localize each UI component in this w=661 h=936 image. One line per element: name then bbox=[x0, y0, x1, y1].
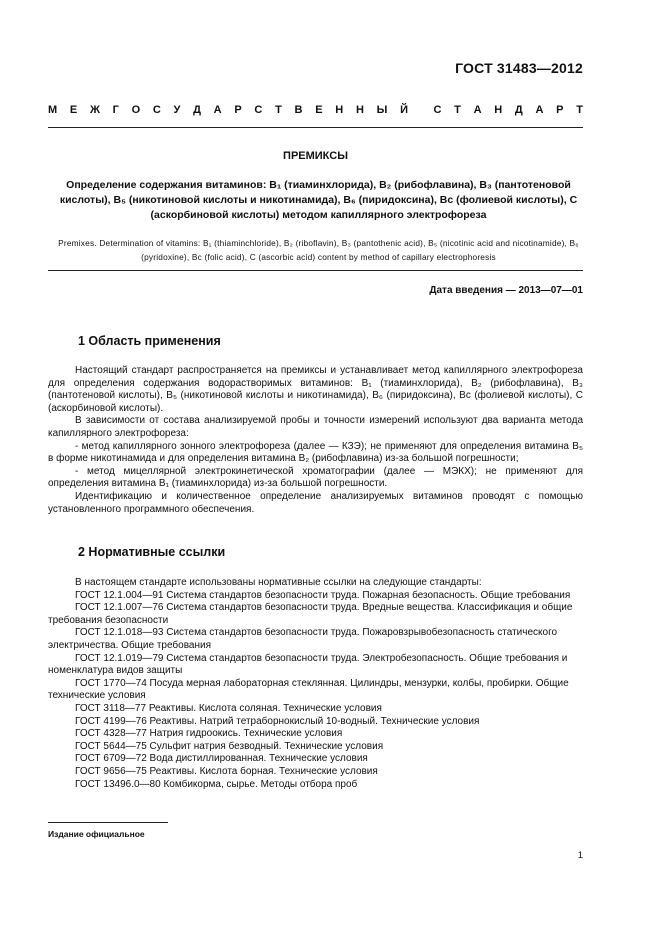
page-number: 1 bbox=[577, 850, 583, 861]
list-item: - метод капиллярного зонного электрофореза (далее — КЗЭ); не применяют для определения витамина B₅ в форме никотинамида и для определения витамина B₂ (рибофлавина) из-за большой погрешности; bbox=[48, 440, 583, 465]
heading-letter: Д bbox=[514, 104, 523, 116]
heading-letter: С bbox=[254, 104, 263, 116]
heading-letter: А bbox=[535, 104, 544, 116]
reference-item: ГОСТ 12.1.019—79 Система стандартов безопасности труда. Электробезопасность. Общие требования и номенклатура видов защиты bbox=[48, 652, 568, 677]
heading-letter: Е bbox=[69, 104, 78, 116]
document-title: ПРЕМИКСЫ bbox=[283, 150, 348, 162]
reference-item: ГОСТ 5644—75 Сульфит натрия безводный. Технические условия bbox=[75, 740, 384, 752]
heading-letter: Е bbox=[315, 104, 323, 116]
heading-letter: У bbox=[173, 104, 181, 116]
interstate-standard-heading bbox=[48, 104, 583, 116]
title-divider bbox=[48, 270, 583, 271]
heading-letter: Ж bbox=[89, 104, 100, 116]
reference-item: ГОСТ 1770—74 Посуда мерная лабораторная стеклянная. Цилиндры, мензурки, колбы, пробирки. Общие технические условия bbox=[48, 677, 569, 702]
heading-letter: Н bbox=[355, 104, 364, 116]
heading-letter: А bbox=[213, 104, 222, 116]
reference-item: ГОСТ 9656—75 Реактивы. Кислота борная. Технические условия bbox=[75, 765, 378, 777]
reference-item: ГОСТ 12.1.004—91 Система стандартов безопасности труда. Пожарная безопасность. Общие требования bbox=[75, 589, 571, 601]
introduction-date: Дата введения — 2013—07—01 bbox=[429, 285, 583, 296]
heading-letter: О bbox=[131, 104, 141, 116]
english-title: Premixes. Determination of vitamins: B₁ (thiaminchloride), B₂ (riboflavin), B₃ (pantothenic acid), B₅ (nicotinic acid and nicotinamide), B₆ (pyridoxine), Bc (folic acid), C (ascorbic acid) content by method of capillary electrophoresis bbox=[58, 238, 579, 262]
heading-letter: А bbox=[473, 104, 482, 116]
heading-letter: В bbox=[294, 104, 303, 116]
paragraph: Настоящий стандарт распространяется на премиксы и устанавливает метод капиллярного электрофореза для определения содержания водорастворимых витаминов: B₁ (тиаминхлорида), B₂ (рибофлавина), B₃ (пантотеновой кислоты), B₅ (никотиновой кислоты и никотинамида), B₆ (пиридоксина), Bc (фолиевой кислоты), C (аскорбиновой кислоты). bbox=[48, 365, 583, 414]
top-divider bbox=[48, 127, 583, 128]
paragraph: В зависимости от состава анализируемой пробы и точности измерений используют два варианта метода капиллярного электрофореза: bbox=[48, 415, 583, 439]
reference-item: ГОСТ 4328—77 Натрия гидроокись. Технические условия bbox=[75, 728, 343, 740]
heading-letter: Г bbox=[112, 104, 119, 116]
heading-letter: Н bbox=[335, 104, 344, 116]
section-1-heading: 1 Область применения bbox=[78, 334, 221, 348]
heading-letter: Т bbox=[275, 104, 282, 116]
heading-letter: С bbox=[152, 104, 161, 116]
heading-letter: Й bbox=[400, 104, 409, 116]
heading-letter: Р bbox=[556, 104, 564, 116]
reference-item: ГОСТ 12.1.018—93 Система стандартов безопасности труда. Пожаровзрывобезопасность статического электричества. Общие требования bbox=[48, 627, 558, 651]
list-item: - метод мицеллярной электрокинетической хроматографии (далее — МЭКХ); не применяют для определения витамина B₁ (тиаминхлорида) из-за большой погрешности. bbox=[48, 465, 583, 490]
heading-letter: С bbox=[433, 104, 442, 116]
section-2-heading: 2 Нормативные ссылки bbox=[78, 545, 226, 559]
reference-item: ГОСТ 3118—77 Реактивы. Кислота соляная. Технические условия bbox=[75, 702, 382, 714]
heading-letter: Т bbox=[576, 104, 583, 116]
paragraph: В настоящем стандарте использованы нормативные ссылки на следующие стандарты: bbox=[75, 577, 482, 588]
reference-item: ГОСТ 6709—72 Вода дистиллированная. Технические условия bbox=[75, 753, 368, 765]
reference-item: ГОСТ 13496.0—80 Комбикорма, сырье. Методы отбора проб bbox=[75, 778, 358, 790]
section-2-body bbox=[48, 577, 583, 791]
paragraph: Идентификацию и количественное определение анализируемых витаминов проводят с помощью установленного программного обеспечения. bbox=[48, 490, 583, 515]
section-1-body bbox=[48, 365, 583, 516]
reference-item: ГОСТ 4199—76 Реактивы. Натрий тетраборнокислый 10-водный. Технические условия bbox=[75, 715, 480, 727]
heading-letter: Т bbox=[454, 104, 461, 116]
footer-divider bbox=[48, 822, 168, 823]
heading-letter: Н bbox=[494, 104, 503, 116]
heading-letter: Р bbox=[234, 104, 242, 116]
gost-number: ГОСТ 31483—2012 bbox=[455, 60, 583, 76]
heading-letter: Д bbox=[193, 104, 201, 116]
heading-letter: Ы bbox=[376, 104, 388, 116]
edition-label: Издание официальное bbox=[48, 829, 145, 839]
document-subtitle: Определение содержания витаминов: B₁ (тиаминхлорида), B₂ (рибофлавина), B₃ (пантотеновой кислоты), B₅ (никотиновой кислоты и никотинамида), B₆ (пиридоксина), Bc (фолиевой кислоты), C (аскорбиновой кислоты) методом капиллярного электрофореза bbox=[59, 179, 578, 221]
reference-item: ГОСТ 12.1.007—76 Система стандартов безопасности труда. Вредные вещества. Классификация и общие требования безопасности bbox=[48, 602, 573, 626]
heading-letter: М bbox=[48, 104, 58, 116]
